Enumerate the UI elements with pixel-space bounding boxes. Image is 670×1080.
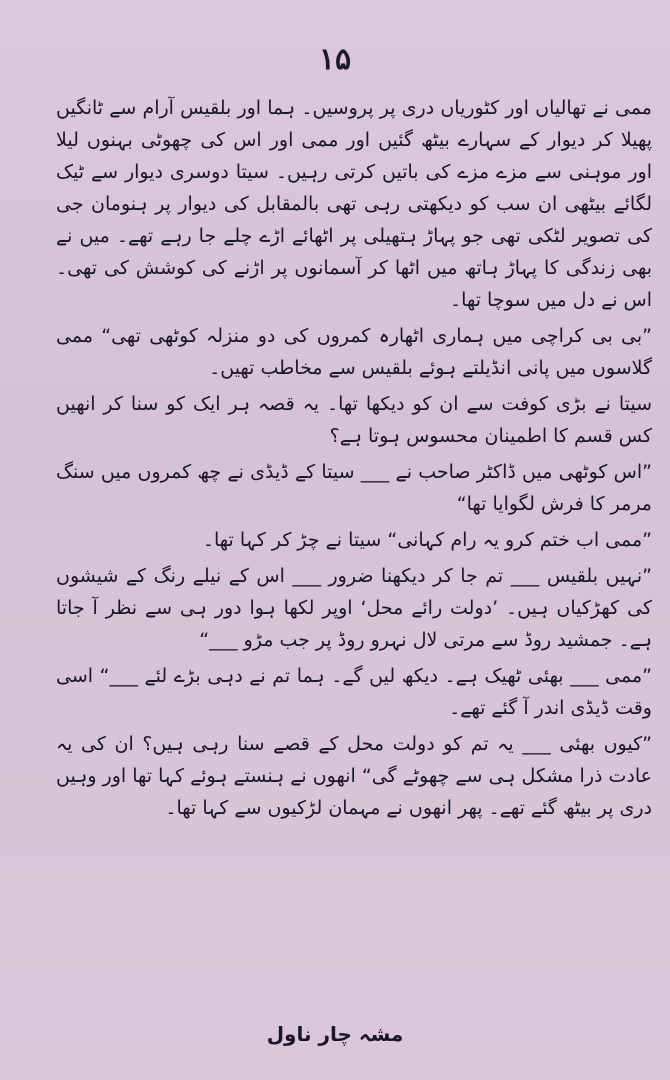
paragraph: ”ممی اب ختم کرو یہ رام کہانی“ سیتا نے چڑ کر کہا تھا۔ [202,529,652,551]
body-text [56,92,652,828]
paragraph: ”نہیں بلقیس ___ تم جا کر دیکھنا ضرور ___ اس کے نیلے رنگ کے شیشوں کی کھڑکیاں ہیں۔ ’دولت رائے محل‘ اوپر لکھا ہوا دور ہی سے نظر آ جاتا ہے۔ جمشید روڈ سے مرتی لال نہرو روڈ پر جب مڑو ___“ [56,565,652,651]
paragraph: ”بی بی کراچی میں ہماری اٹھارہ کمروں کی دو منزلہ کوٹھی تھی“ ممی گلاسوں میں پانی انڈیلتے ہوئے بلقیس سے مخاطب تھیں۔ [56,325,652,379]
page-number: ۱۵ [318,42,352,77]
paragraph: ممی نے تھالیاں اور کٹوریاں دری پر پروسیں۔ ہما اور بلقیس آرام سے ٹانگیں پھیلا کر دیوار کے سہارے بیٹھ گئیں اور ممی اور اس کی چھوٹی بہنوں لیلا اور موہنی سے مزے مزے کی باتیں کرتی رہیں۔ سیتا دوسری دیوار سے ٹیک لگائے بیٹھی ان سب کو دیکھتی رہی تھی بالمقابل کی دیوار پر ہنومان جی کی تصویر لٹکی تھی جو پہاڑ ہتھیلی پر اٹھائے اڑے چلے جا رہے تھے۔ میں نے بھی زندگی کا پہاڑ ہاتھ میں اٹھا کر آسمانوں پر اڑنے کی کوشش کی تھی۔ اس نے دل میں سوچا تھا۔ [56,97,652,311]
page-footer: مشہ چار ناول [266,1022,404,1046]
paragraph: ”اس کوٹھی میں ڈاکٹر صاحب نے ___ سیتا کے ڈیڈی نے چھ کمروں میں سنگ مرمر کا فرش لگوایا تھا“ [56,461,652,515]
paragraph: ”کیوں بھئی ___ یہ تم کو دولت محل کے قصے سنا رہی ہیں؟ ان کی یہ عادت ذرا مشکل ہی سے چھوٹے گی“ انھوں نے ہنستے ہوئے کہا تھا اور وہیں دری پر بیٹھ گئے تھے۔ پھر انھوں نے مہمان لڑکیوں سے کہا تھا۔ [56,733,652,819]
paragraph: ”ممی ___ بھئی ٹھیک ہے۔ دیکھ لیں گے۔ ہما تم نے دہی بڑے لئے ___“ اسی وقت ڈیڈی اندر آ گئے تھے۔ [56,665,652,719]
paragraph: سیتا نے بڑی کوفت سے ان کو دیکھا تھا۔ یہ قصہ ہر ایک کو سنا کر انھیں کس قسم کا اطمینان محسوس ہوتا ہے؟ [56,393,652,447]
